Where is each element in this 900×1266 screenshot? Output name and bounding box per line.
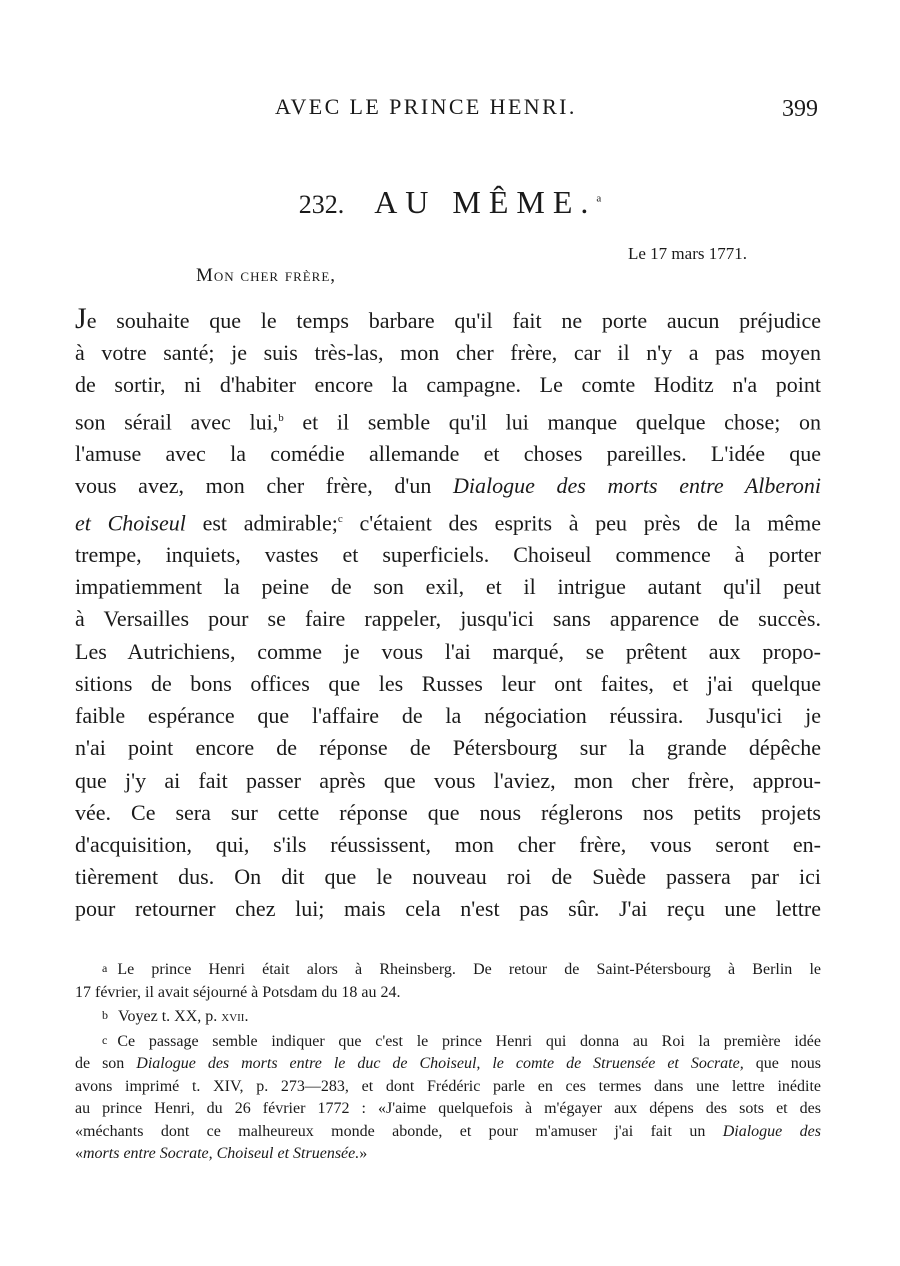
drop-cap: J [75,302,87,335]
body-line-8: trempe, inquiets, vastes et superficiels. Choiseul commence à porter [75,542,821,568]
dialogue-title-italic-cont: et Choiseul [75,509,186,535]
salutation: Mon cher frère, [196,265,337,286]
body-line-18: tièrement dus. On dit que le nouveau roi de Suède passera par ici [75,864,821,890]
running-head [0,94,900,128]
footnote-a-line-2: 17 février, il avait séjourné à Potsdam du 18 au 24. [75,983,401,1001]
body-line-13: faible espérance que l'affaire de la négociation réussira. Jusqu'ici je [75,703,821,729]
footnote-c-line-4: au prince Henri, du 26 février 1772 : «J'aime quelquefois à m'égayer aux dépens des sots et des [75,1100,821,1117]
footnote-ref-b: b [278,411,284,424]
body-line-1: Je souhaite que le temps barbare qu'il fait ne porte aucun préjudice [75,302,821,335]
running-title: AVEC LE PRINCE HENRI. [275,94,577,119]
page-number: 399 [782,96,818,122]
body-line-5: l'amuse avec la comédie allemande et choses pareilles. L'idée que [75,441,821,467]
body-line-4: son sérail avec lui,$^b$ et il semble qu'il lui manque quelque chose; on [75,408,821,434]
body-line-3: de sortir, ni d'habiter encore la campagne. Le comte Hoditz n'a point [75,372,821,398]
letter-title [374,184,601,220]
letter-date: Le 17 mars 1771. [628,244,747,263]
body-line-12: sitions de bons offices que les Russes leur ont faites, et j'ai quelque [75,670,821,696]
body-line-19: pour retourner chez lui; mais cela n'est pas sûr. J'ai reçu une lettre [75,896,821,922]
letter-heading [0,184,900,221]
body-line-10: à Versailles pour se faire rappeler, jusqu'ici sans apparence de succès. [75,606,821,632]
footnotes [75,957,821,1166]
body-line-16: vée. Ce sera sur cette réponse que nous réglerons nos petits projets [75,799,821,825]
body-line-9: impatiemment la peine de son exil, et il intrigue autant qu'il peut [75,574,821,600]
footnote-mark-c: c [102,1032,108,1047]
body-line-11: Les Autrichiens, comme je vous l'ai marqué, se prêtent aux propo- [75,638,821,664]
footnote-c-line-3: avons imprimé t. XIV, p. 273—283, et dont Frédéric parle en ces termes dans une lettre inédite [75,1077,821,1095]
footnote-ref-a: a [596,192,602,205]
letter-title-text: AU MÊME. [374,184,597,220]
footnote-a-line-1: a Le prince Henri était alors à Rheinsberg. De retour de Saint-Pétersbourg à Berlin le [102,961,821,978]
body-line-15: que j'y ai fait passer après que vous l'aviez, mon cher frère, approu- [75,767,821,793]
dialogue-title-italic: Dialogue des morts entre Alberoni [453,473,822,499]
footnote-ref-c: c [337,512,343,525]
body-line-6: vous avez, mon cher frère, d'un Dialogue des morts entre Alberoni [75,473,822,499]
footnote-c-line-6: «morts entre Socrate, Choiseul et Struensée.» [75,1145,368,1162]
footnote-c-line-5: «méchants dont ce malheureux monde abonde, et pour m'amuser j'ai fait un Dialogue des [75,1122,822,1140]
footnote-mark-a: a [102,961,108,975]
body-line-7: et Choiseul est admirable;$^c$ c'étaient des esprits à peu près de la même [75,509,822,535]
letter-body [75,302,822,926]
letter-number: 232. [298,190,345,219]
body-line-14: n'ai point encore de réponse de Pétersbourg sur la grande dépêche [75,735,821,761]
footnote-c-line-1: c Ce passage semble indiquer que c'est le prince Henri qui donna au Roi la première idée [102,1032,821,1050]
body-line-17: d'acquisition, qui, s'ils réussissent, mon cher frère, vous seront en- [75,831,821,857]
body-line-2: à votre santé; je suis très-las, mon cher frère, car il n'y a pas moyen [75,340,821,366]
footnote-c-line-2: de son Dialogue des morts entre le duc de Choiseul, le comte de Struensée et Socrate, que nous [75,1055,822,1072]
footnote-mark-b: b [102,1008,108,1022]
footnote-b: b Voyez t. XX, p. xvii. [102,1008,249,1025]
